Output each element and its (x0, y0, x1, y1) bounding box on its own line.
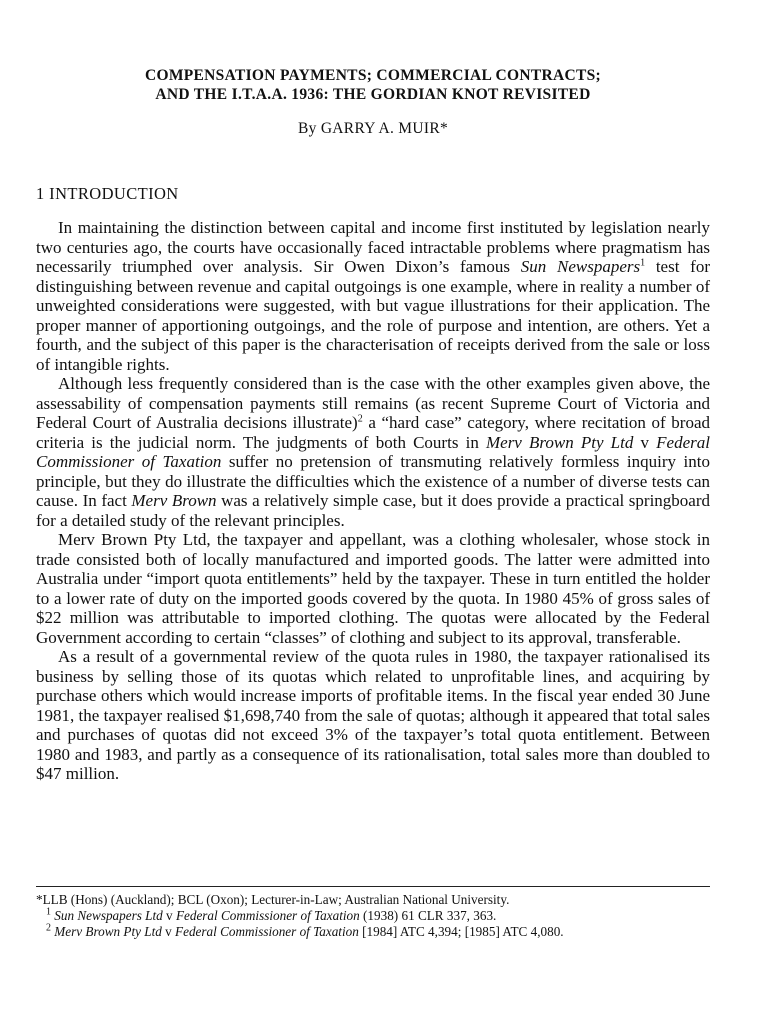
p2-case-name-2: Federal Commissioner of Taxation (36, 432, 710, 471)
article-body (36, 218, 710, 784)
p2-text-d: suffer no pretension of transmuting relatively formless inquiry into principle, but they do illustrate the difficulties which the existence of a number of diverse tests can cause. In fact (36, 452, 710, 510)
author-footnote: *LLB (Hons) (Auckland); BCL (Oxon); Lecturer-in-Law; Australian National University. (36, 892, 510, 907)
paragraph-2 (36, 374, 710, 530)
footnotes (36, 892, 710, 940)
author-byline: By GARRY A. MUIR* (297, 120, 449, 137)
paragraph-3: Merv Brown Pty Ltd, the taxpayer and appellant, was a clothing wholesaler, whose stock in trade consisted both of locally manufactured and imported goods. The latter were admitted into Australia under “import quota entitlements” held by the taxpayer. These in turn entitled the holder to a lower rate of duty on the imported goods covered by the quota. In 1980 45% of gross sales of $22 million was attributable to imported clothing. The quotas were allocated by the Federal Government according to certain “classes” of clothing and subject to its approval, transferable. (36, 530, 710, 647)
fn1-v: v (162, 908, 176, 923)
footnote-1 (36, 908, 710, 924)
fn2-v: v (161, 924, 176, 939)
title-line-1: COMPENSATION PAYMENTS; COMMERCIAL CONTRACTS; (145, 67, 601, 84)
p2-case-name-3: Merv Brown (131, 491, 217, 510)
article-title (36, 66, 710, 104)
fn1-citation: (1938) 61 CLR 337, 363. (359, 908, 497, 923)
footnote-2-number: 2 (46, 922, 51, 934)
fn1-case-name-1: Sun Newspapers Ltd (54, 908, 163, 923)
footnote-1-number: 1 (46, 906, 51, 918)
fn2-case-name-2: Federal Commissioner of Taxation (175, 924, 359, 939)
p1-case-name: Sun Newspapers (520, 257, 641, 276)
p2-text-e: was a relatively simple case, but it does provide a practical springboard for a detailed study of the relevant principles. (36, 491, 710, 530)
section-heading: 1 INTRODUCTION (36, 184, 179, 203)
footnote-ref-1: 1 (640, 257, 646, 269)
paragraph-1 (36, 218, 710, 374)
paragraph-4: As a result of a governmental review of the quota rules in 1980, the taxpayer rationalised its business by selling those of its quotas which related to unprofitable lines, and acquiring by purchase others which would increase imports of profitable items. In the fiscal year ended 30 June 1981, the taxpayer realised $1,698,740 from the sale of quotas; although it appeared that total sales and purchases of quotas did not exceed 3% of the taxpayer’s total quota entitlement. Between 1980 and 1983, and partly as a consequence of its rationalisation, total sales more than doubled to $47 million. (36, 647, 710, 783)
footnote-ref-2: 2 (357, 413, 363, 425)
p2-text-c: v (633, 432, 657, 452)
fn2-case-name-1: Merv Brown Pty Ltd (54, 924, 162, 939)
fn1-case-name-2: Federal Commissioner of Taxation (175, 908, 360, 923)
p2-case-name-1: Merv Brown Pty Ltd (485, 432, 634, 452)
p1-text-a: In maintaining the distinction between capital and income first instituted by legislation nearly two centuries ago, the courts have occasionally faced intractable problems where pragmatism has necessarily triumphed over analysis. Sir Owen Dixon’s famous (36, 218, 710, 276)
title-line-2: AND THE I.T.A.A. 1936: THE GORDIAN KNOT REVISITED (155, 86, 591, 103)
article (36, 60, 710, 784)
p2-text-b: a “hard case” category, where recitation of broad criteria is the judicial norm. The judgments of both Courts in (36, 413, 710, 452)
footnote-2 (36, 924, 710, 940)
fn2-citation: [1984] ATC 4,394; [1985] ATC 4,080. (358, 924, 564, 939)
p2-text-a: Although less frequently considered than is the case with the other examples given above, the assessability of compensation payments still remains (as recent Supreme Court of Victoria and Federal Court of Australia decisions illustrate) (36, 374, 710, 432)
footnote-divider (36, 886, 710, 887)
p1-text-b: test for distinguishing between revenue and capital outgoings is one example, where in reality a number of unweighted considerations were suggested, with but vague illustrations for their application. The proper manner of apportioning outgoings, and the role of purpose and intention, are others. Yet a fourth, and the subject of this paper is the characterisation of receipts derived from the sale or loss of intangible rights. (36, 257, 710, 374)
